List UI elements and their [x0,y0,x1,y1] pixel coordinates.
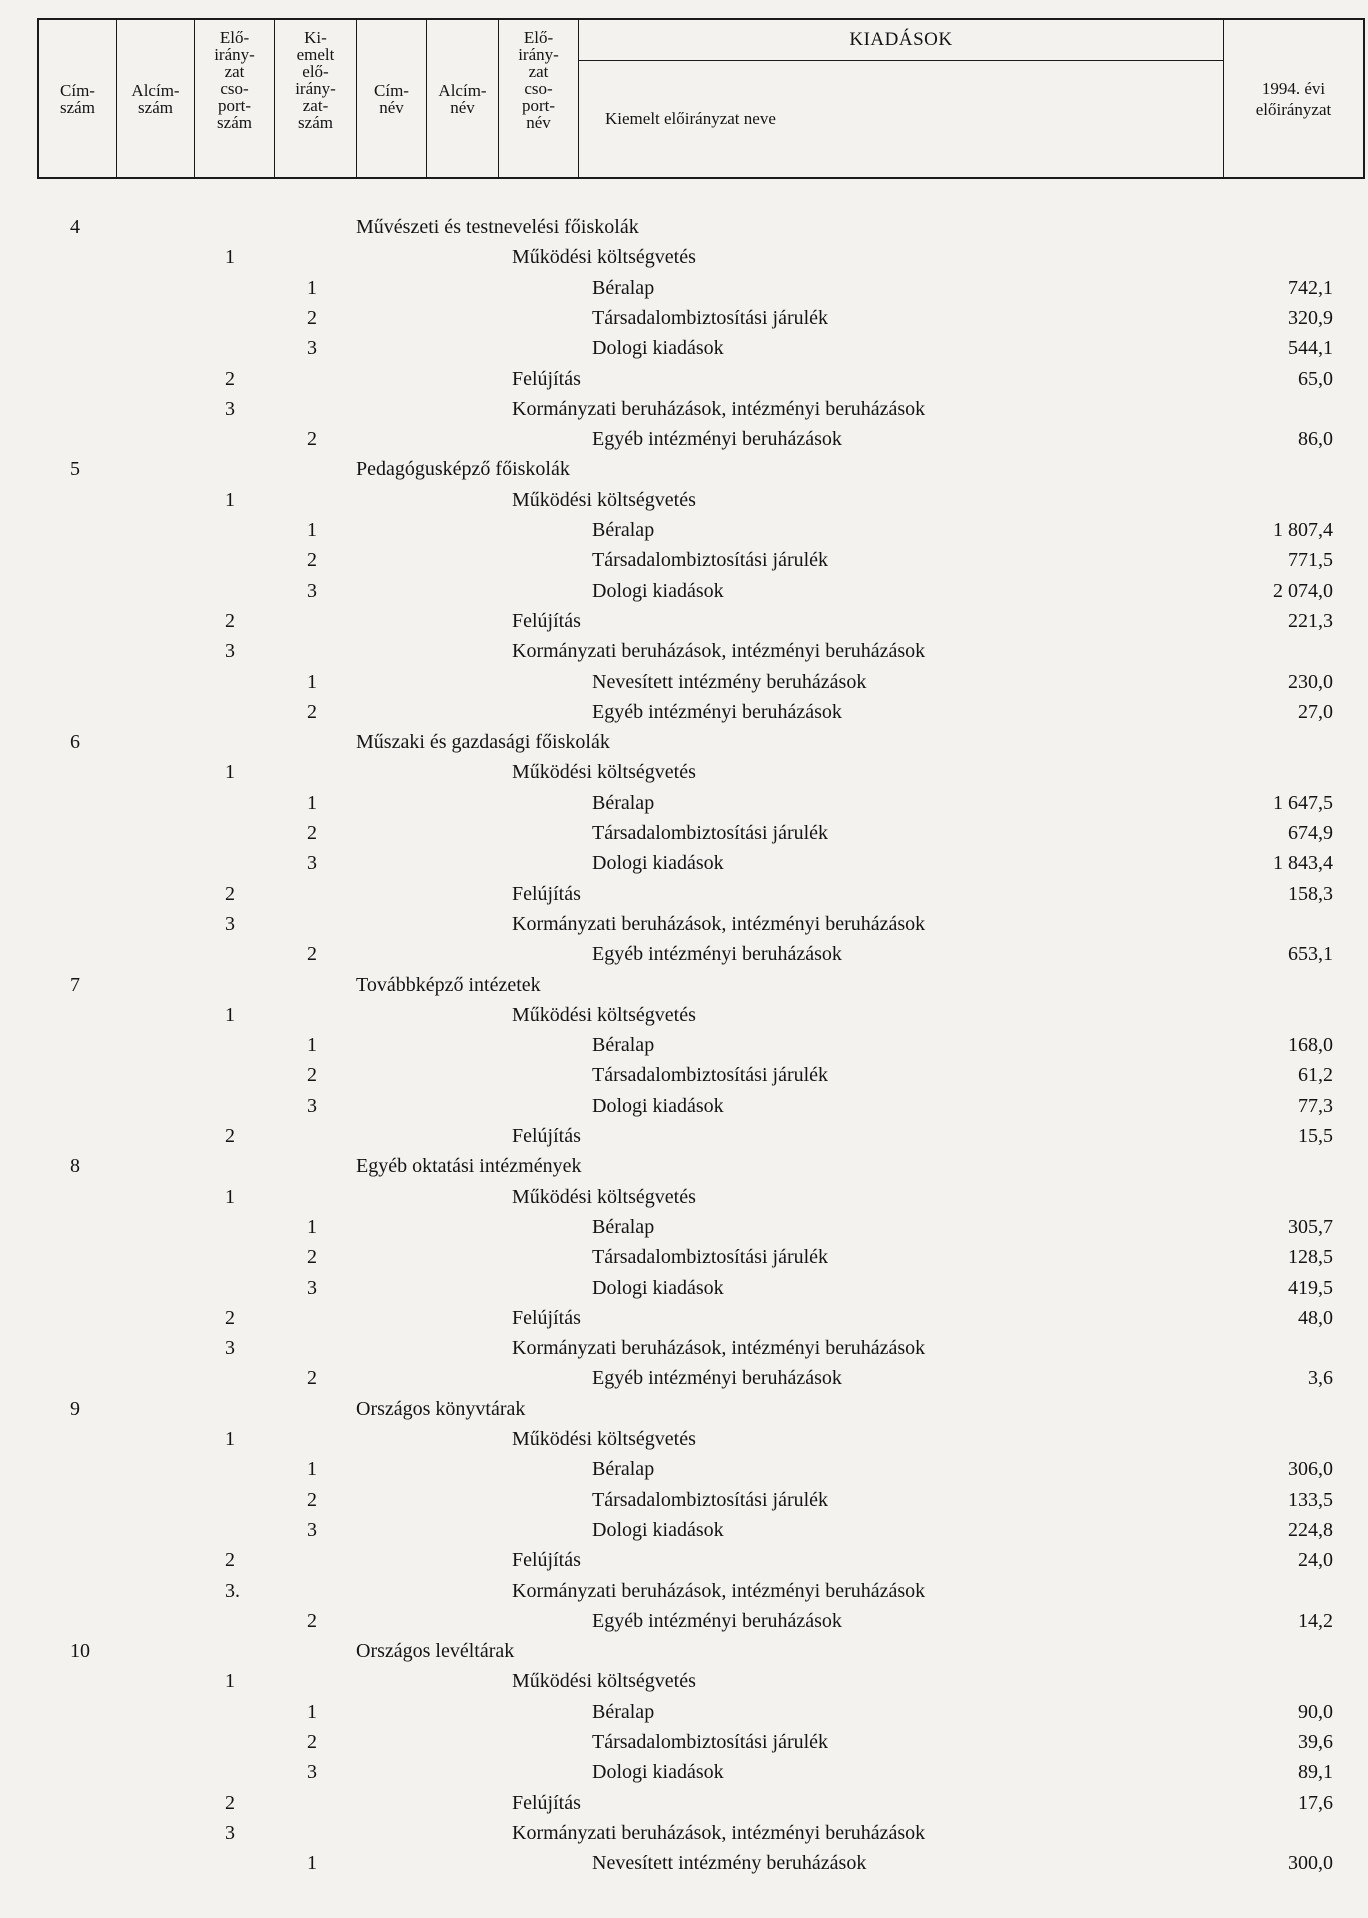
table-row [0,1121,1368,1151]
row-name: Dologi kiadások [592,1518,724,1541]
row-value: 133,5 [1288,1488,1333,1511]
row-code: 1 [307,1852,317,1875]
table-row [0,818,1368,848]
table-row [0,757,1368,787]
row-value: 65,0 [1298,367,1333,390]
row-code: 3 [225,1337,235,1360]
table-row [0,273,1368,303]
row-name: Egyéb intézményi beruházások [592,1367,842,1390]
table-row [0,1485,1368,1515]
table-row [0,1151,1368,1181]
table-row [0,1182,1368,1212]
row-code: 2 [225,1125,235,1147]
row-name: Működési költségvetés [512,761,696,784]
row-name: Társadalombiztosítási járulék [592,549,829,572]
table-row [0,1333,1368,1363]
row-code: 2 [225,367,235,390]
table-row [0,879,1368,909]
row-name: Béralap [592,519,655,541]
row-name: Társadalombiztosítási járulék [592,306,829,329]
table-row [0,1000,1368,1030]
header-kiadasok: KIADÁSOK [579,20,1223,61]
row-code: 3 [225,640,235,663]
row-code: 3 [307,1094,317,1117]
header-cimnev: Cím- név [357,20,427,177]
row-value: 77,3 [1298,1094,1333,1117]
row-code: 2 [307,428,317,451]
row-name: Felújítás [512,882,581,905]
table-row [0,485,1368,515]
row-name: Nevesített intézmény beruházások [592,670,867,693]
row-value: 221,3 [1288,609,1333,632]
row-code: 2 [307,1246,317,1269]
row-name: Művészeti és testnevelési főiskolák [356,216,639,238]
row-name: Működési költségvetés [512,1428,696,1450]
row-name: Társadalombiztosítási járulék [592,1731,829,1753]
row-code: 1 [307,276,317,299]
row-value: 2 074,0 [1273,579,1333,602]
table-row [0,939,1368,969]
row-code: 9 [70,1397,80,1420]
row-name: Béralap [592,1700,655,1723]
row-code: 3 [307,337,317,360]
row-code: 1 [225,1428,235,1450]
row-value: 1 647,5 [1273,791,1333,814]
row-value: 128,5 [1288,1246,1333,1269]
row-value: 305,7 [1288,1215,1333,1238]
table-row [0,364,1368,394]
row-name: Működési költségvetés [512,488,696,511]
row-code: 3 [307,579,317,602]
row-name: Egyéb intézményi beruházások [592,1609,842,1632]
row-code: 1 [225,761,235,784]
row-name: Működési költségvetés [512,1185,696,1208]
row-name: Társadalombiztosítási járulék [592,1064,829,1087]
row-code: 2 [307,1064,317,1087]
row-code: 2 [307,1488,317,1511]
row-name: Pedagógusképző főiskolák [356,458,570,481]
table-row [0,727,1368,757]
row-code: 3 [225,1821,235,1844]
row-code: 2 [225,1549,235,1572]
table-row [0,394,1368,424]
row-code: 3 [225,397,235,420]
row-value: 320,9 [1288,306,1333,329]
row-code: 2 [307,549,317,572]
row-name: Felújítás [512,1125,581,1147]
row-value: 89,1 [1298,1761,1333,1784]
row-name: Felújítás [512,1306,581,1329]
row-code: 1 [225,488,235,511]
row-code: 1 [307,791,317,814]
row-name: Egyéb oktatási intézmények [356,1155,582,1178]
row-name: Egyéb intézményi beruházások [592,943,842,966]
row-code: 3 [225,912,235,935]
table-row [0,1394,1368,1424]
header-eloiranyzat-csoport-nev: Elő- irány- zat cso- port- név [499,20,579,177]
row-code: 4 [70,216,80,238]
row-value: 86,0 [1298,428,1333,451]
row-name: Béralap [592,1034,655,1057]
table-row [0,1424,1368,1454]
row-value: 168,0 [1288,1034,1333,1057]
row-code: 2 [307,306,317,329]
row-value: 300,0 [1288,1852,1333,1875]
row-code: 2 [307,1367,317,1390]
table-row [0,697,1368,727]
row-name: Kormányzati beruházások, intézményi beruházások [512,1337,926,1360]
row-name: Országos könyvtárak [356,1397,526,1420]
row-name: Felújítás [512,609,581,632]
table-row [0,1666,1368,1696]
table-row [0,848,1368,878]
row-code: 3. [225,1579,240,1602]
row-name: Országos levéltárak [356,1640,515,1663]
row-name: Kormányzati beruházások, intézményi beruházások [512,640,926,663]
row-value: 544,1 [1288,337,1333,360]
row-code: 2 [307,1609,317,1632]
row-code: 1 [225,1003,235,1026]
row-name: Társadalombiztosítási járulék [592,1488,829,1511]
table-row [0,970,1368,1000]
row-code: 7 [70,973,80,996]
table-row [0,1515,1368,1545]
row-code: 10 [70,1640,90,1663]
table-row [0,515,1368,545]
table-row [0,1060,1368,1090]
table-row [0,545,1368,575]
row-code: 1 [225,1670,235,1693]
row-code: 3 [307,1518,317,1541]
row-value: 90,0 [1298,1700,1333,1723]
row-name: Dologi kiadások [592,1276,724,1299]
table-row [0,424,1368,454]
row-code: 6 [70,731,80,754]
row-name: Béralap [592,276,655,299]
row-name: Továbbképző intézetek [356,973,541,996]
row-value: 306,0 [1288,1458,1333,1481]
row-code: 1 [307,1215,317,1238]
table-row [0,1697,1368,1727]
row-value: 14,2 [1298,1609,1333,1632]
table-row [0,212,1368,242]
row-value: 742,1 [1288,276,1333,299]
row-code: 2 [307,1731,317,1753]
table-row [0,1788,1368,1818]
row-code: 2 [307,822,317,844]
header-alcimszam: Alcím- szám [117,20,195,177]
table-row [0,1757,1368,1787]
row-name: Egyéb intézményi beruházások [592,700,842,723]
table-row [0,1545,1368,1575]
table-header [37,18,1365,179]
table-row [0,1818,1368,1848]
table-row [0,454,1368,484]
row-name: Kormányzati beruházások, intézményi beruházások [512,397,926,420]
row-name: Műszaki és gazdasági főiskolák [356,731,610,754]
header-eloiranyzat-csoport-szam: Elő- irány- zat cso- port- szám [195,20,275,177]
header-kiadasok-group [579,20,1224,177]
row-name: Társadalombiztosítási járulék [592,822,829,844]
row-name: Működési költségvetés [512,246,696,269]
row-name: Béralap [592,1215,655,1238]
row-code: 1 [307,1034,317,1057]
row-code: 1 [225,246,235,269]
table-row [0,1848,1368,1878]
row-code: 2 [225,1791,235,1814]
row-code: 2 [225,1306,235,1329]
row-name: Működési költségvetés [512,1670,696,1693]
row-value: 224,8 [1288,1518,1333,1541]
table-row [0,1576,1368,1606]
table-row [0,242,1368,272]
row-value: 419,5 [1288,1276,1333,1299]
table-row [0,636,1368,666]
table-row [0,1303,1368,1333]
header-cimszam: Cím- szám [39,20,117,177]
row-value: 230,0 [1288,670,1333,693]
header-alcimnev: Alcím- név [427,20,499,177]
row-name: Működési költségvetés [512,1003,696,1026]
row-value: 674,9 [1288,822,1333,844]
row-value: 48,0 [1298,1306,1333,1329]
row-code: 1 [307,1458,317,1481]
table-row [0,667,1368,697]
row-code: 2 [225,882,235,905]
table-row [0,1606,1368,1636]
row-name: Dologi kiadások [592,852,724,875]
row-value: 61,2 [1298,1064,1333,1087]
row-name: Dologi kiadások [592,1761,724,1784]
row-name: Dologi kiadások [592,579,724,602]
header-year: 1994. évi előirányzat [1255,78,1332,119]
row-code: 2 [307,700,317,723]
table-row [0,1454,1368,1484]
row-code: 8 [70,1155,80,1178]
row-name: Béralap [592,791,655,814]
row-code: 3 [307,1276,317,1299]
header-kiemelt-eloiranyzat-szam: Ki- emelt elő- irány- zat- szám [275,20,357,177]
row-value: 1 807,4 [1273,519,1333,541]
row-value: 158,3 [1288,882,1333,905]
table-row [0,909,1368,939]
row-name: Béralap [592,1458,655,1481]
row-value: 39,6 [1298,1731,1333,1753]
row-code: 1 [225,1185,235,1208]
row-name: Felújítás [512,1549,581,1572]
row-name: Dologi kiadások [592,1094,724,1117]
table-row [0,788,1368,818]
row-name: Felújítás [512,1791,581,1814]
table-row [0,1091,1368,1121]
row-code: 3 [307,1761,317,1784]
header-kiemelt-eloiranyzat-neve: Kiemelt előirányzat neve [605,108,776,128]
row-value: 3,6 [1308,1367,1333,1390]
table-row [0,606,1368,636]
row-name: Egyéb intézményi beruházások [592,428,842,451]
table-row [0,303,1368,333]
row-name: Nevesített intézmény beruházások [592,1852,867,1875]
row-value: 15,5 [1298,1125,1333,1147]
table-row [0,1727,1368,1757]
row-code: 1 [307,1700,317,1723]
row-name: Felújítás [512,367,581,390]
row-value: 17,6 [1298,1791,1333,1814]
row-value: 771,5 [1288,549,1333,572]
row-value: 653,1 [1288,943,1333,966]
row-name: Társadalombiztosítási járulék [592,1246,829,1269]
table-row [0,1030,1368,1060]
row-name: Kormányzati beruházások, intézményi beruházások [512,912,926,935]
row-value: 27,0 [1298,700,1333,723]
row-code: 2 [225,609,235,632]
row-code: 5 [70,458,80,481]
row-code: 1 [307,670,317,693]
table-row [0,1273,1368,1303]
row-value: 1 843,4 [1273,852,1333,875]
table-row [0,1363,1368,1393]
table-row [0,333,1368,363]
row-code: 2 [307,943,317,966]
table-row [0,1242,1368,1272]
row-value: 24,0 [1298,1549,1333,1572]
table-row [0,1636,1368,1666]
table-row [0,1212,1368,1242]
row-name: Kormányzati beruházások, intézményi beruházások [512,1579,926,1602]
row-code: 1 [307,519,317,541]
table-row [0,576,1368,606]
row-name: Kormányzati beruházások, intézményi beruházások [512,1821,926,1844]
row-name: Dologi kiadások [592,337,724,360]
row-code: 3 [307,852,317,875]
